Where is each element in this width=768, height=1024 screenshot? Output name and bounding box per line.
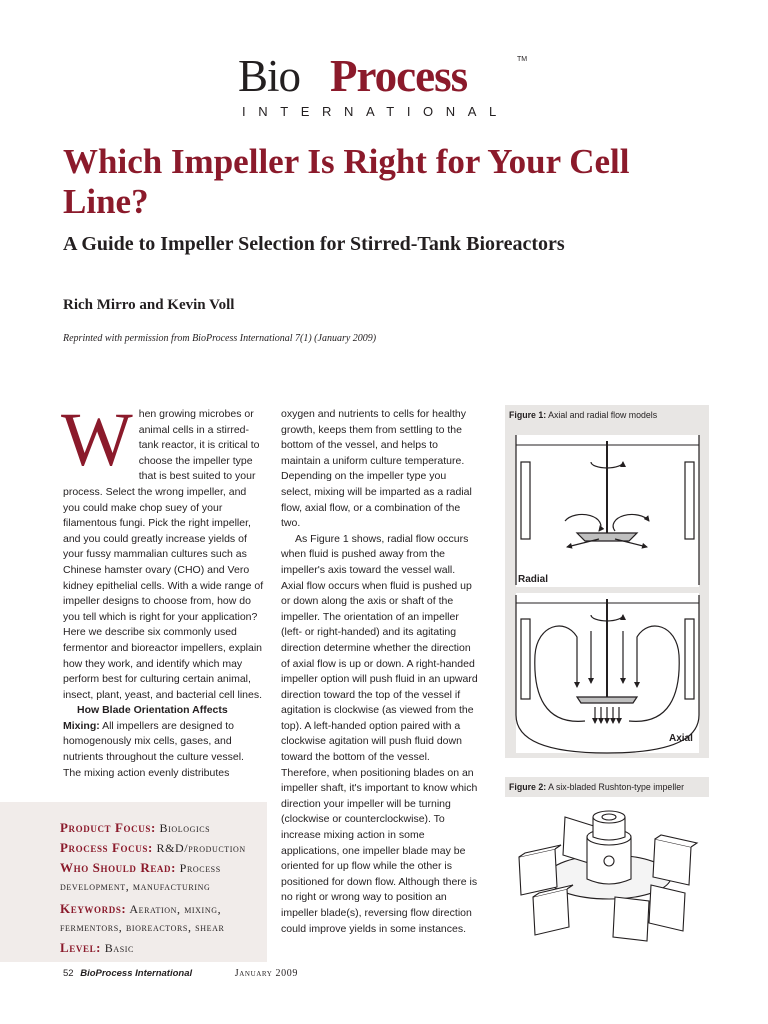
mixing-paragraph: oxygen and nutrients to cells for healthy growth, keeps them from settling to the bottom of the vessel, and helps to maintain a uniform culture temperature. Depending on the impeller type you select, mixing will be imparted as a radial flow, axial flow, or a combination of the two. [281, 408, 472, 530]
level-label: Level: [60, 940, 102, 955]
page-footer [63, 968, 298, 979]
body-column-1 [61, 398, 264, 781]
rushton-impeller-drawing [505, 777, 709, 955]
article-title: Which Impeller Is Right for Your Cell Line? [63, 142, 630, 221]
who-should-read-continued: development, manufacturing [60, 879, 211, 893]
blade-orientation-paragraph [63, 703, 264, 781]
keywords-line [60, 901, 221, 917]
axial-vessel-drawing [516, 593, 699, 753]
flow-paragraph: As Figure 1 shows, radial flow occurs when fluid is pushed away from the impeller's axis toward the vessel wall. Axial flow occurs when fluid is pushed up or down along the axis or shaft of the impeller. The orientation of an impeller (left- or right-handed) and its agitating direction determine whether the direction of axial flow is up or down. A right-handed impeller option will push fluid in an upward direction toward the top of the vessel if agitation is clockwise (as viewed from the top). A left-handed option paired with a clockwise agitation will push fluid down toward the bottom of the vessel. Therefore, when positioning blades on an impeller shaft, it's important to know which direction your impeller will be turning (clockwise or counterclockwise). To increase mixing action in some applications, one impeller blade may be oriented for up flow while the other is positioned for down flow. Although there is no right or wrong way to position an impeller blade(s), reversing flow direction could improve yields in some instances. [281, 532, 478, 935]
logo-trademark: TM [517, 56, 528, 63]
figure-2-caption-label: Figure 2: [509, 782, 547, 792]
figure-2-panel [505, 777, 709, 955]
level-value: Basic [104, 941, 134, 955]
who-should-read-line [60, 860, 221, 876]
intro-paragraph [61, 398, 264, 703]
intro-text: hen growing microbes or animal cells in a stirred-tank reactor, it is critical to choose the impeller type that is best suited to your process. Select the wrong impeller, and you could make chop suey of your filamentous fungi. Pick the right impeller, and you could greatly increase yields of your fussy mammalian cultures such as Chinese hamster ovary (CHO) and Vero kidney epithelial cells. With a wide range of impeller designs to choose from, how do you tell which is right for your application? Here we describe six commonly used fermentor and bioreactor impellers, explain how they work, and identify which may perform best for culturing certain animal, insect, plant, yeast, and bacterial cell lines. [63, 408, 264, 701]
page-number: 52 [63, 968, 74, 979]
figure-1-panel [505, 405, 709, 758]
product-focus-value: Biologics [159, 821, 211, 835]
article-focus-box [0, 802, 267, 962]
radial-vessel-drawing [516, 435, 699, 587]
footer-date: January 2009 [234, 968, 298, 979]
footer-publication: BioProcess International [80, 968, 193, 979]
axial-label: Axial [669, 733, 693, 744]
publication-logo [238, 50, 538, 125]
process-focus-label: Process Focus: [60, 840, 153, 855]
logo-process-text: Process [330, 51, 468, 101]
drop-cap: W [61, 398, 133, 482]
figure-1-caption-label: Figure 1: [509, 410, 547, 420]
radial-label: Radial [518, 574, 549, 585]
product-focus-label: Product Focus: [60, 820, 156, 835]
article-authors: Rich Mirro and Kevin Voll [63, 297, 235, 313]
blade-orientation-text: All impellers are designed to homogenously mix cells, gases, and nutrients throughout the culture vessel. The mixing action evenly distributes [63, 719, 244, 779]
product-focus-line [60, 820, 210, 836]
section-heading: How Blade Orientation Affects Mixing: [63, 704, 228, 732]
logo-international-text: INTERNATIONAL [242, 104, 509, 119]
logo-bio-text: Bio [238, 51, 301, 101]
keywords-continued: fermentors, bioreactors, shear [60, 920, 225, 934]
keywords-label: Keywords: [60, 901, 127, 916]
body-column-2 [281, 407, 478, 937]
level-line [60, 940, 134, 956]
reprint-notice: Reprinted with permission from BioProcess International 7(1) (January 2009) [63, 333, 377, 344]
process-focus-value: R&D/production [156, 841, 246, 855]
process-focus-line [60, 840, 246, 856]
article-subtitle: A Guide to Impeller Selection for Stirred-Tank Bioreactors [63, 233, 565, 255]
figure-1-caption-text: Axial and radial flow models [548, 410, 658, 420]
keywords-value: Aeration, mixing, [129, 902, 222, 916]
flow-models-diagram [505, 405, 709, 758]
figure-2-caption-text: A six-bladed Rushton-type impeller [548, 782, 685, 792]
who-should-read-value: Process [179, 861, 221, 875]
who-should-read-label: Who Should Read: [60, 860, 177, 875]
